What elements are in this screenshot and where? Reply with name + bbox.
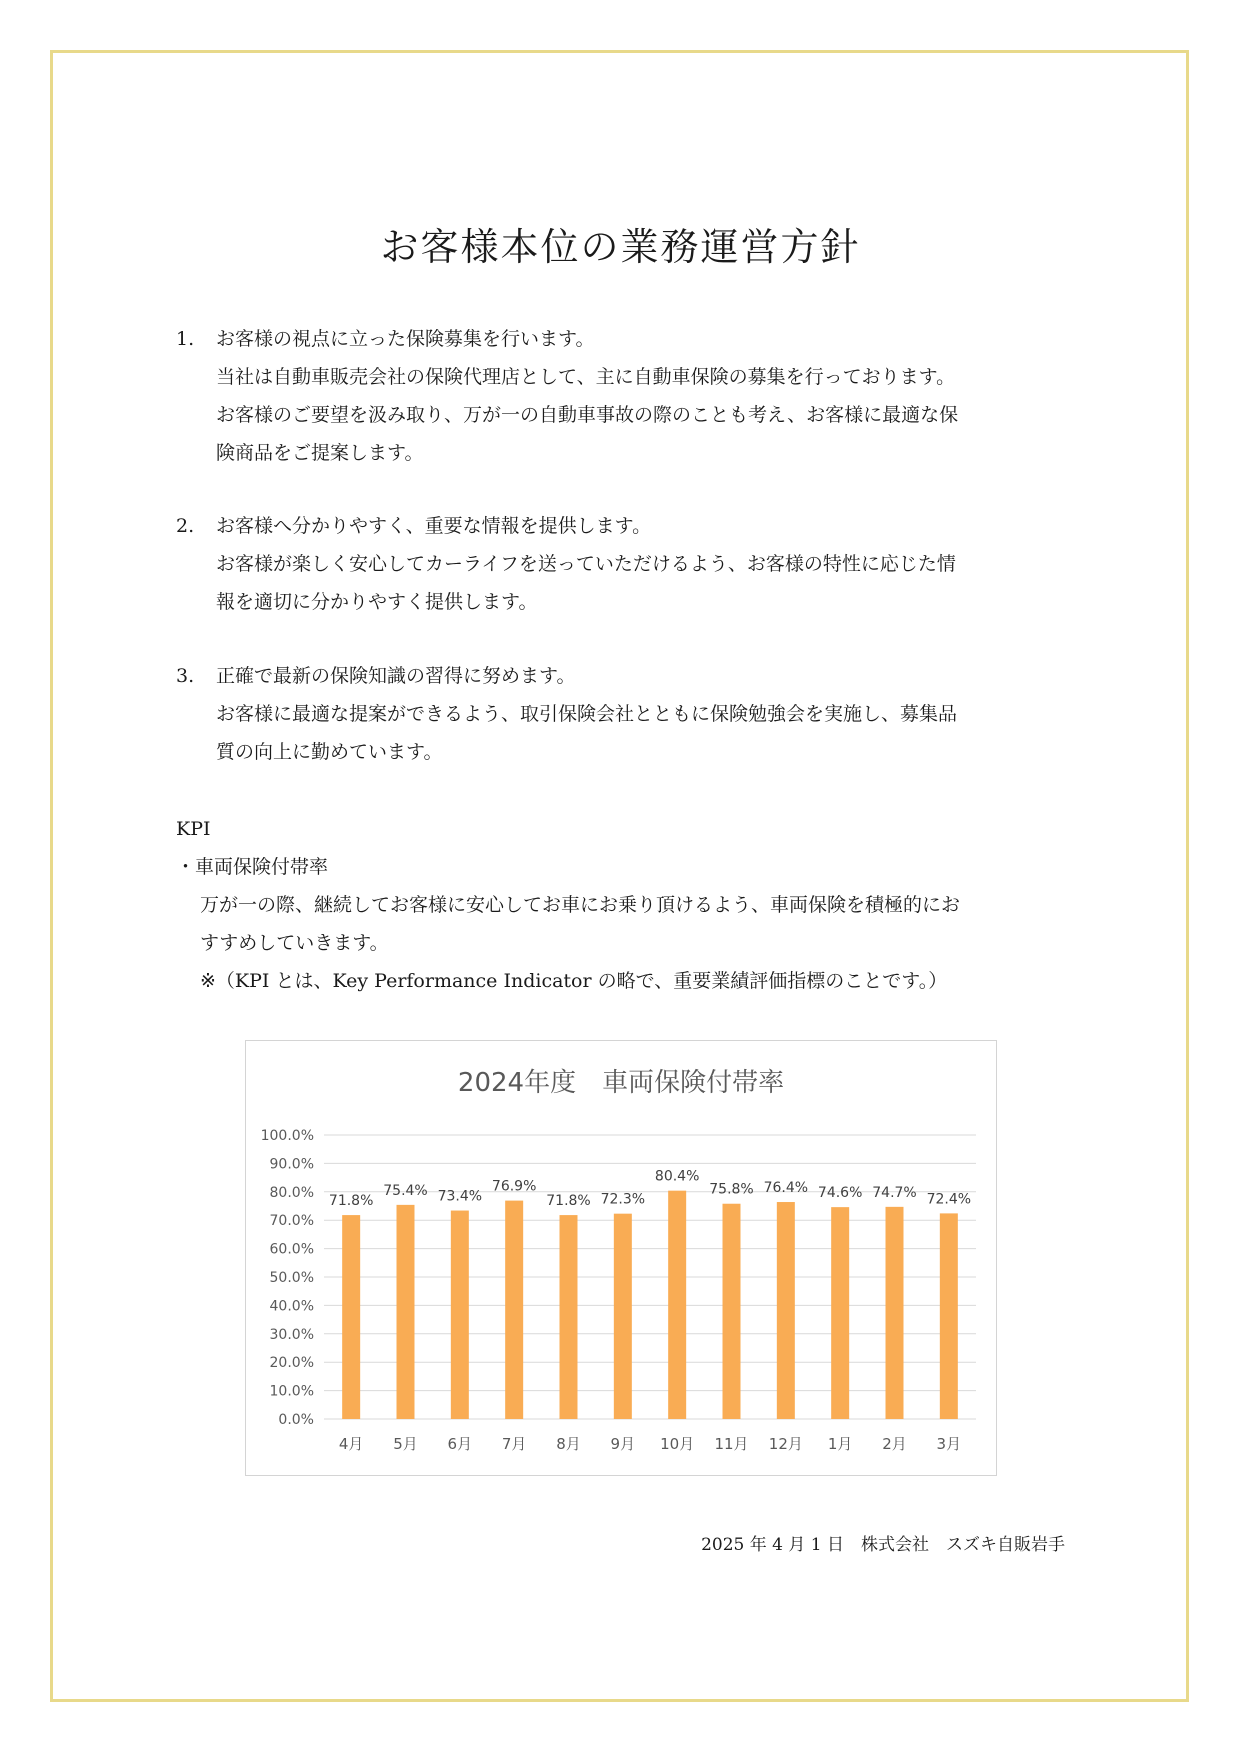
page-title: お客様本位の業務運営方針 [380,225,861,269]
y-tick-label: 60.0% [269,1241,314,1258]
policy-number: 3. [176,665,195,687]
footer-date-company: 2025 年 4 月 1 日 株式会社 スズキ自販岩手 [701,1535,1065,1555]
kpi-section [176,810,1076,1000]
policy-text: 険商品をご提案します。 [216,442,424,464]
data-label: 72.3% [600,1191,646,1208]
bar [831,1207,849,1419]
x-tick-label: 8月 [556,1435,581,1453]
y-tick-label: 0.0% [278,1412,314,1428]
y-tick-label: 20.0% [269,1355,314,1372]
policy-text: 報を適切に分かりやすく提供します。 [216,591,538,613]
policy-item-2 [176,507,1076,621]
data-label: 76.4% [763,1180,809,1197]
y-tick-label: 70.0% [269,1213,314,1230]
bar [777,1202,795,1419]
chart-title: 2024年度 車両保険付帯率 [457,1068,785,1098]
data-label: 74.6% [817,1185,863,1202]
kpi-chart [245,1040,997,1476]
data-label: 76.9% [491,1178,537,1195]
policy-text: お客様のご要望を汲み取り、万が一の自動車事故の際のことも考え、お客様に最適な保 [216,404,959,426]
policy-number: 2. [176,515,195,537]
policy-heading: お客様へ分かりやすく、重要な情報を提供します。 [216,515,652,537]
kpi-text: 万が一の際、継続してお客様に安心してお車にお乗り頂けるよう、車両保険を積極的にお [200,894,961,916]
policy-text: 質の向上に勤めています。 [216,741,443,763]
bar [940,1213,958,1419]
x-tick-label: 10月 [660,1435,695,1453]
data-label: 80.4% [654,1168,700,1185]
y-tick-label: 90.0% [269,1156,314,1173]
x-tick-label: 7月 [501,1435,527,1453]
data-label: 73.4% [437,1188,483,1205]
x-tick-label: 12月 [768,1435,803,1453]
data-label: 71.8% [546,1193,591,1210]
policy-item-3 [176,657,1076,771]
bar-chart [246,1041,996,1475]
data-label: 75.8% [709,1181,754,1198]
bar [886,1207,904,1419]
y-tick-label: 100.0% [260,1128,314,1144]
bar [505,1201,523,1419]
bar [668,1191,686,1419]
x-tick-label: 3月 [936,1435,962,1453]
policy-number: 1. [176,328,195,350]
kpi-text: すすめしていきます。 [200,932,389,954]
bar [560,1215,578,1419]
y-tick-label: 10.0% [269,1383,314,1400]
x-tick-label: 11月 [714,1435,749,1453]
bar [397,1205,415,1419]
x-tick-label: 5月 [393,1435,418,1453]
x-tick-label: 2月 [882,1435,907,1453]
bar [614,1214,632,1419]
x-tick-label: 4月 [338,1435,364,1453]
x-tick-label: 1月 [827,1435,853,1453]
policy-text: 当社は自動車販売会社の保険代理店として、主に自動車保険の募集を行っております。 [216,366,956,388]
y-tick-label: 40.0% [269,1298,314,1315]
y-tick-label: 30.0% [269,1326,314,1343]
data-label: 71.8% [328,1193,374,1210]
bar [451,1211,469,1419]
policy-heading: 正確で最新の保険知識の習得に努めます。 [216,665,576,687]
y-tick-label: 50.0% [269,1270,314,1286]
policy-heading: お客様の視点に立った保険募集を行います。 [216,328,595,350]
x-tick-label: 6月 [447,1435,473,1453]
policy-text: お客様が楽しく安心してカーライフを送っていただけるよう、お客様の特性に応じた情 [216,553,956,575]
data-label: 75.4% [383,1182,428,1199]
bar [723,1204,741,1419]
y-tick-label: 80.0% [269,1184,314,1201]
policy-text: お客様に最適な提案ができるよう、取引保険会社とともに保険勉強会を実施し、募集品 [216,703,958,725]
kpi-heading: KPI [176,818,211,840]
bar [342,1215,360,1419]
data-label: 74.7% [872,1184,917,1201]
kpi-note: ※（KPI とは、Key Performance Indicator の略で、重要業績評価指標のことです。） [200,970,948,992]
kpi-item: ・車両保険付帯率 [176,856,329,878]
data-label: 72.4% [926,1191,972,1208]
policy-item-1 [176,320,1076,472]
x-tick-label: 9月 [610,1435,636,1453]
